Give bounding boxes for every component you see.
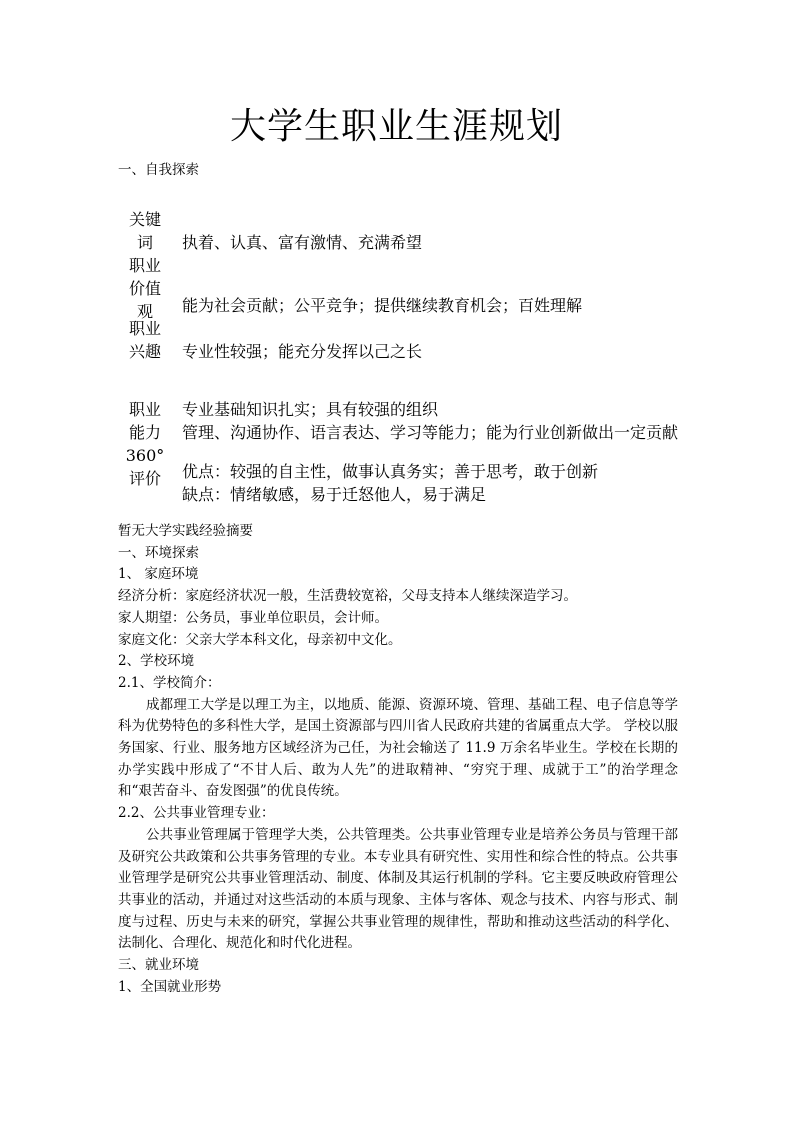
profile-label-career-abilities: 职业能力 (128, 400, 161, 442)
profile-label-career-values: 职业价值观 (128, 256, 161, 321)
profile-label-career-interests: 职业兴趣 (128, 319, 161, 361)
school-env-heading: 2、学校环境 (118, 653, 195, 670)
page-title: 大学生职业生涯规划 (229, 106, 563, 147)
profile-value-weaknesses: 缺点：情绪敏感，易于迁怒他人，易于满足 (182, 485, 487, 504)
employment-env-heading: 三、就业环境 (118, 957, 199, 974)
profile-value-strengths: 优点：较强的自主性，做事认真务实；善于思考，敢于创新 (182, 462, 599, 481)
major-heading: 2.2、公共事业管理专业： (118, 805, 275, 822)
school-intro-paragraph: 成都理工大学是以理工为主，以地质、能源、资源环境、管理、基础工程、电子信息等学科为优势特色的多科性大学，是国土资源部与四川省人民政府共建的省属重点大学。 学校以服务国家、行业、服务地方区域经济为己任，为社会输送了 11.9 万余名毕业生。学校在长期的办学实践中形成了“不甘人后、敢为人先”的进取精神、“穷究于理、成就于工”的治学理念和“艰苦奋斗、奋发图强”的优良传统。 (118, 696, 678, 800)
national-employment-heading: 1、全国就业形势 (118, 978, 222, 995)
profile-value-career-abilities-line2: 管理、沟通协作、语言表达、学习等能力；能为行业创新做出一定贡献 (182, 423, 679, 442)
school-intro-heading: 2.1、学校简介： (118, 674, 221, 691)
profile-value-career-values: 能为社会贡献；公平竞争；提供继续教育机会；百姓理解 (182, 296, 583, 315)
profile-value-career-interests: 专业性较强；能充分发挥以己之长 (182, 342, 423, 361)
family-culture: 家庭文化：父亲大学本科文化，母亲初中文化。 (118, 631, 402, 648)
body-content (118, 521, 678, 998)
family-env-heading: 1、 家庭环境 (118, 566, 199, 583)
env-exploration-heading: 一、环境探索 (118, 544, 199, 561)
section-heading-self-exploration: 一、自我探索 (118, 162, 199, 178)
practice-note: 暂无大学实践经验摘要 (118, 523, 253, 539)
family-expectation: 家人期望：公务员，事业单位职员，会计师。 (118, 609, 388, 626)
family-economy: 经济分析：家庭经济状况一般，生活费较宽裕，父母支持本人继续深造学习。 (118, 588, 577, 605)
profile-label-keywords: 关键词 (128, 210, 161, 252)
profile-value-keywords: 执着、认真、富有激情、充满希望 (182, 233, 423, 252)
profile-value-career-abilities-line1: 专业基础知识扎实；具有较强的组织 (182, 400, 439, 419)
profile-label-360-review: 360°评价 (125, 446, 165, 488)
major-intro-paragraph: 公共事业管理属于管理学大类，公共管理类。公共事业管理专业是培养公务员与管理干部及研究公共政策和公共事务管理的专业。本专业具有研究性、实用性和综合性的特点。公共事业管理学是研究公共事业管理活动、制度、体制及其运行机制的学科。它主要反映政府管理公共事业的活动，并通过对这些活动的本质与现象、主体与客体、观念与技术、内容与形式、制度与过程、历史与未来的研究，掌握公共事业管理的规律性，帮助和推动这些活动的科学化、法制化、合理化、规范化和时代化进程。 (118, 826, 678, 952)
